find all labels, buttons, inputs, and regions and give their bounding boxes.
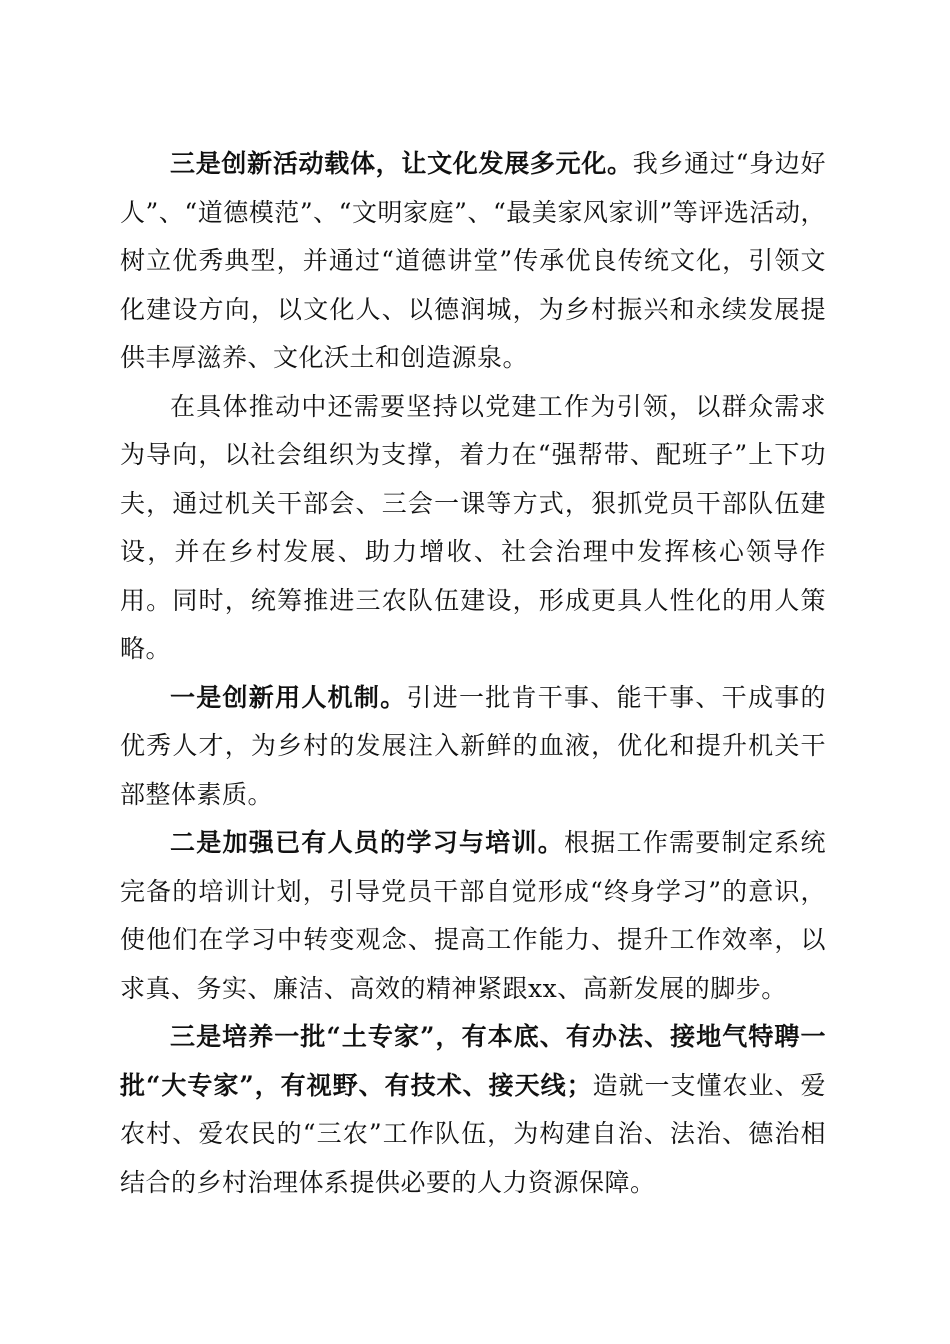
document-page bbox=[120, 140, 826, 1207]
paragraph-culture-carriers bbox=[120, 140, 826, 383]
paragraph-lead: 三是培养一批“土专家”，有本底、有办法、接地气特聘一批“大专家”，有视野、有技术、接天线； bbox=[120, 1022, 826, 1100]
paragraph-party-building bbox=[120, 383, 826, 674]
paragraph-experts bbox=[120, 1013, 826, 1207]
paragraph-lead: 三是创新活动载体，让文化发展多元化。 bbox=[170, 149, 633, 178]
paragraph-lead: 一是创新用人机制。 bbox=[170, 682, 407, 712]
paragraph-body: 根据工作需要制定系统完备的培训计划，引导党员干部自觉形成“终身学习”的意识，使他们在学习中转变观念、提高工作能力、提升工作效率，以求真、务实、廉洁、高效的精神紧跟xx、高新发展的脚步。 bbox=[120, 828, 826, 1003]
paragraph-body: 引进一批肯干事、能干事、干成事的优秀人才，为乡村的发展注入新鲜的血液，优化和提升机关干部整体素质。 bbox=[120, 682, 826, 809]
paragraph-body: 在具体推动中还需要坚持以党建工作为引领，以群众需求为导向，以社会组织为支撑，着力在“强帮带、配班子”上下功夫，通过机关干部会、三会一课等方式，狠抓党员干部队伍建设，并在乡村发展、助力增收、社会治理中发挥核心领导作用。同时，统筹推进三农队伍建设，形成更具人性化的用人策略。 bbox=[120, 391, 826, 663]
paragraph-body: 我乡通过“身边好人”、“道德模范”、“文明家庭”、“最美家风家训”等评选活动，树立优秀典型，并通过“道德讲堂”传承优良传统文化，引领文化建设方向，以文化人、以德润城，为乡村振兴和永续发展提供丰厚滋养、文化沃土和创造源泉。 bbox=[120, 149, 826, 372]
paragraph-body: 造就一支懂农业、爱农村、爱农民的“三农”工作队伍，为构建自治、法治、德治相结合的乡村治理体系提供必要的人力资源保障。 bbox=[120, 1070, 826, 1197]
paragraph-training bbox=[120, 819, 826, 1013]
paragraph-employment-mechanism bbox=[120, 674, 826, 820]
paragraph-lead: 二是加强已有人员的学习与培训。 bbox=[170, 828, 565, 857]
